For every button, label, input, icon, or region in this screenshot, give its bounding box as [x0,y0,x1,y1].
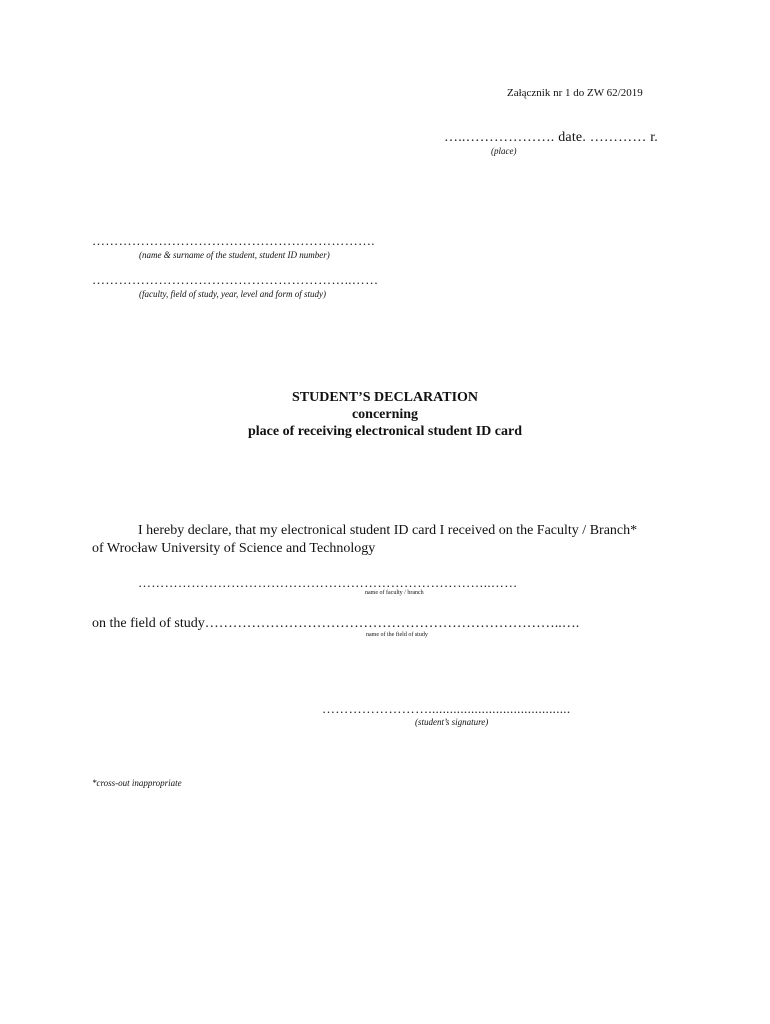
faculty-field: …………………………………………………..…… [92,272,379,287]
signature-caption: (student’s signature) [415,717,489,727]
student-name-field: ………………………………………………………. [92,233,375,248]
declaration-text: I hereby declare, that my electronical student ID card I received on the Faculty / Branch* of Wrocław University of Science and Technology [92,523,638,556]
title-line-2: concerning [351,407,419,422]
signature-field: ……………………........................................ [322,701,571,716]
title-line-1: STUDENT’S DECLARATION [291,390,479,405]
branch-field: ……………………………………………………………………..…… [138,575,518,590]
faculty-caption: (faculty, field of study, year, level and form of study) [139,289,326,299]
field-of-study-caption: name of the field of study [366,632,428,638]
title-line-3: place of receiving electronical student ID card [248,424,522,439]
student-name-caption: (name & surname of the student, student ID number) [139,250,330,260]
branch-caption: name of faculty / branch [365,590,424,596]
annex-reference: Załącznik nr 1 do ZW 62/2019 [507,87,643,99]
field-of-study-line: on the field of study…………………………………………………………………..…. [92,616,580,631]
place-caption: (place) [491,146,517,156]
footnote: *cross-out inappropriate [92,778,182,788]
declaration-title [0,389,770,440]
date-place-line: …..………………. date. ………… r. [444,130,659,145]
